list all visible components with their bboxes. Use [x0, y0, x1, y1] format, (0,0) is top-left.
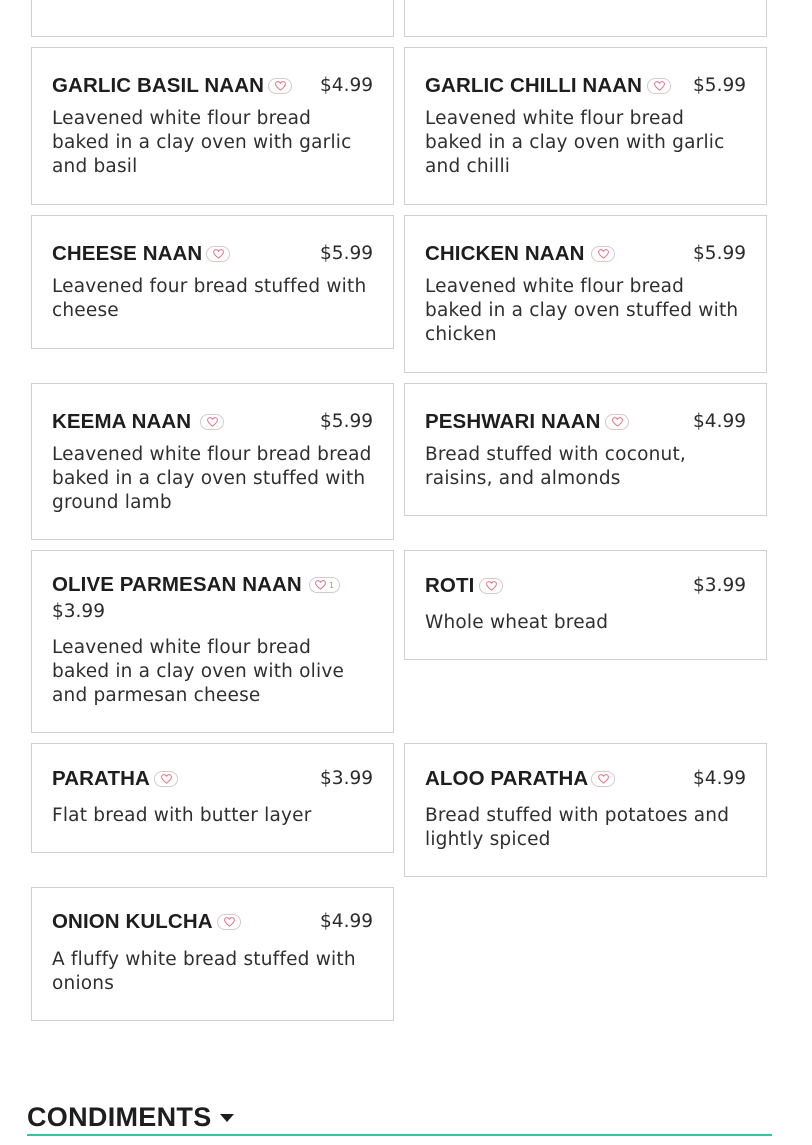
heart-icon[interactable] [200, 414, 224, 430]
item-description-line: Whole wheat bread [425, 612, 609, 633]
item-description-line: Leavened white flour bread bread [52, 444, 372, 465]
item-price: $5.99 [693, 75, 746, 96]
item-description-line: lightly spiced [425, 829, 551, 850]
item-description-line: baked in a clay oven with olive [52, 661, 345, 682]
heart-icon[interactable] [154, 771, 178, 787]
item-description-line: baked in a clay oven with garlic [52, 132, 352, 153]
menu-item-card[interactable] [404, 550, 767, 660]
heart-icon[interactable] [309, 577, 340, 593]
item-price: $3.99 [52, 601, 105, 622]
item-name: CHEESE NAAN [52, 242, 203, 265]
heart-icon[interactable] [591, 246, 615, 262]
item-description-line: and parmesan cheese [52, 685, 261, 706]
item-price: $5.99 [693, 243, 746, 264]
heart-icon[interactable] [217, 914, 241, 930]
item-price: $3.99 [320, 768, 373, 789]
menu-item-card[interactable] [31, 743, 394, 853]
item-name: KEEMA NAAN [52, 410, 192, 433]
heart-icon[interactable] [206, 246, 230, 262]
item-name: ONION KULCHA [52, 910, 213, 933]
item-price: $4.99 [693, 768, 746, 789]
item-name: PARATHA [52, 767, 150, 790]
item-name: CHICKEN NAAN [425, 242, 585, 265]
heart-icon[interactable] [268, 78, 292, 94]
menu-item-card[interactable] [404, 47, 767, 205]
menu-item-card[interactable] [404, 383, 767, 516]
item-description-line: ground lamb [52, 492, 172, 513]
item-description-line: raisins, and almonds [425, 468, 621, 489]
item-name: PESHWARI NAAN [425, 410, 601, 433]
menu-item-card[interactable] [31, 215, 394, 349]
item-name: GARLIC BASIL NAAN [52, 74, 265, 97]
menu-item-card-partial-left[interactable] [31, 0, 394, 37]
item-price: $5.99 [320, 243, 373, 264]
menu-item-card[interactable] [404, 215, 767, 373]
caret-down-icon[interactable] [220, 1114, 234, 1122]
heart-icon[interactable] [479, 578, 503, 594]
menu-item-card[interactable] [31, 47, 394, 205]
item-description-line: Flat bread with butter layer [52, 805, 312, 826]
section-divider [27, 1134, 772, 1136]
item-description-line: and chilli [425, 156, 511, 177]
item-description-line: chicken [425, 324, 497, 345]
item-price: $4.99 [320, 75, 373, 96]
menu-item-card[interactable] [404, 743, 767, 877]
item-description-line: Leavened white flour bread [425, 108, 685, 129]
item-description-line: onions [52, 973, 115, 994]
heart-icon[interactable] [605, 414, 629, 430]
item-description-line: Leavened white flour bread [52, 108, 312, 129]
heart-icon[interactable] [647, 78, 671, 94]
item-description-line: Leavened white flour bread [52, 637, 312, 658]
item-price: $3.99 [693, 575, 746, 596]
heart-icon[interactable] [591, 771, 615, 787]
section-title: CONDIMENTS [27, 1101, 212, 1132]
item-description-line: baked in a clay oven with garlic [425, 132, 725, 153]
item-description-line: cheese [52, 300, 119, 321]
item-description-line: baked in a clay oven stuffed with [52, 468, 366, 489]
item-name: ROTI [425, 574, 475, 597]
item-description-line: A fluffy white bread stuffed with [52, 949, 356, 970]
item-description-line: Leavened four bread stuffed with [52, 276, 367, 297]
item-description-line: Bread stuffed with potatoes and [425, 805, 730, 826]
item-name: OLIVE PARMESAN NAAN [52, 573, 302, 596]
favorite-count: 1 [328, 580, 335, 590]
item-price: $4.99 [693, 411, 746, 432]
item-price: $5.99 [320, 411, 373, 432]
section-header-condiments[interactable] [27, 1100, 234, 1134]
item-description-line: Leavened white flour bread [425, 276, 685, 297]
menu-item-card[interactable] [31, 887, 394, 1021]
item-description-line: Bread stuffed with coconut, [425, 444, 686, 465]
item-name: GARLIC CHILLI NAAN [425, 74, 643, 97]
item-name: ALOO PARATHA [425, 767, 589, 790]
item-description-line: baked in a clay oven stuffed with [425, 300, 739, 321]
menu-item-card[interactable] [31, 383, 394, 540]
menu-item-card-partial-right[interactable] [404, 0, 767, 37]
item-description-line: and basil [52, 156, 138, 177]
item-price: $4.99 [320, 911, 373, 932]
menu-item-card[interactable] [31, 550, 394, 733]
